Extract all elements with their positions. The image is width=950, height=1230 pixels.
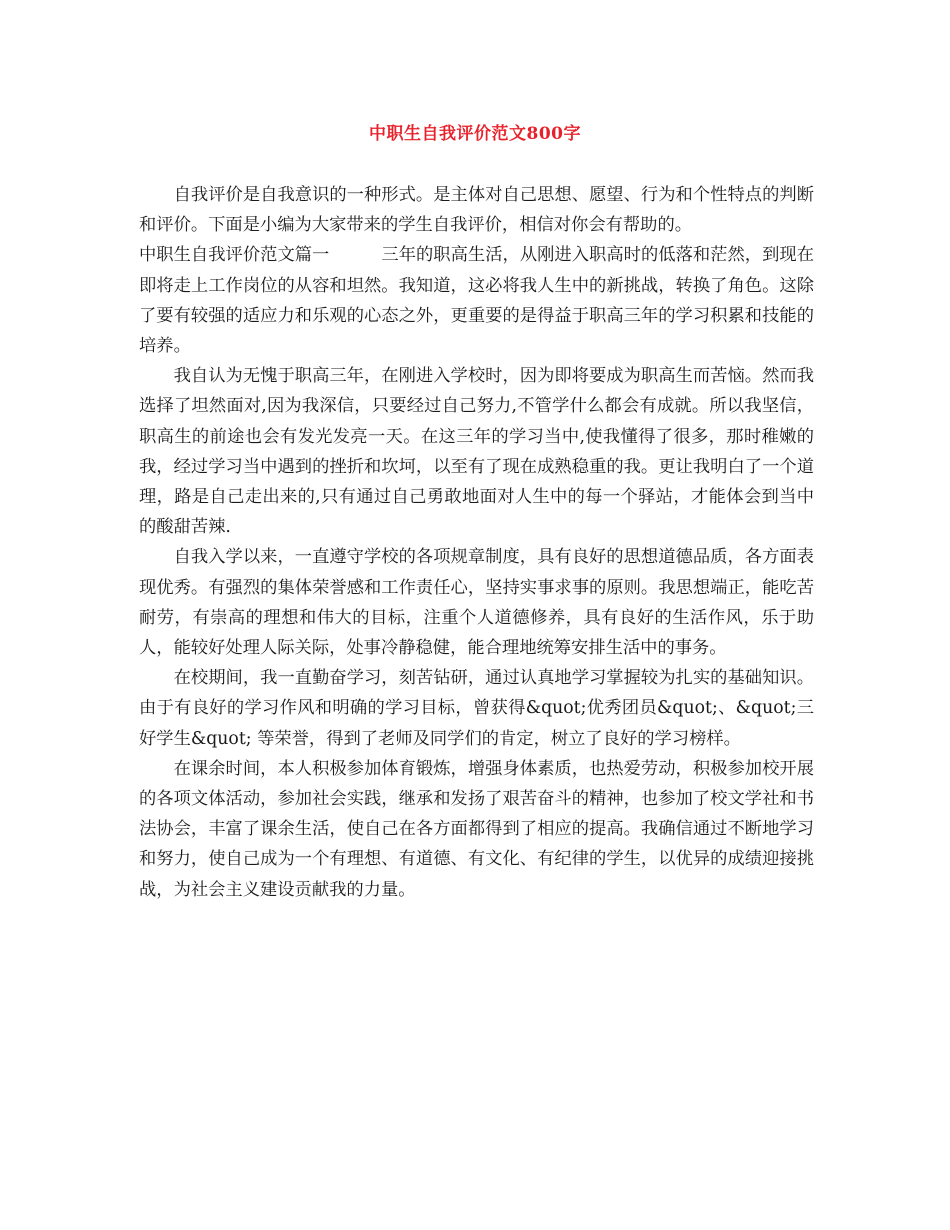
- intro-paragraph: 自我评价是自我意识的一种形式。是主体对自己思想、愿望、行为和个性特点的判断和评价。下面是小编为大家带来的学生自我评价，相信对你会有帮助的。: [139, 185, 814, 236]
- section-heading: 中职生自我评价范文篇一: [139, 245, 330, 266]
- section-first-text: 三年的职高生活，从刚进入职高时的低落和茫然，到现在即将走上工作岗位的从容和坦然。我知道，这必将我人生中的新挑战，转换了角色。这除了要有较强的适应力和乐观的心态之外，更重要的是得益于职高三年的学习积累和技能的培养。: [139, 245, 814, 357]
- body-paragraph: 自我入学以来，一直遵守学校的各项规章制度，具有良好的思想道德品质，各方面表现优秀。有强烈的集体荣誉感和工作责任心，坚持实事求事的原则。我思想端正，能吃苦耐劳，有崇高的理想和伟大的目标，注重个人道德修养，具有良好的生活作风，乐于助人，能较好处理人际关际，处事冷静稳健，能合理地统筹安排生活中的事务。: [139, 547, 814, 659]
- document-title: 中职生自我评价范文800字: [369, 124, 581, 144]
- document-body: [139, 180, 814, 905]
- section-paragraph: [139, 240, 814, 361]
- body-paragraph: 在课余时间，本人积极参加体育锻炼，增强身体素质，也热爱劳动，积极参加校开展的各项文体活动，参加社会实践，继承和发扬了艰苦奋斗的精神，也参加了校文学社和书法协会，丰富了课余生活，使自己在各方面都得到了相应的提高。我确信通过不断地学习和努力，使自己成为一个有理想、有道德、有文化、有纪律的学生，以优异的成绩迎接挑战，为社会主义建设贡献我的力量。: [139, 758, 814, 900]
- body-paragraph: 在校期间，我一直勤奋学习，刻苦钻研，通过认真地学习掌握较为扎实的基础知识。由于有良好的学习作风和明确的学习目标，曾获得&quot;优秀团员&quot;、&quot;三好学生&quot; 等荣誉，得到了老师及同学们的肯定，树立了良好的学习榜样。: [139, 668, 814, 749]
- body-paragraph: 我自认为无愧于职高三年，在刚进入学校时，因为即将要成为职高生而苦恼。然而我选择了坦然面对,因为我深信，只要经过自己努力,不管学什么都会有成就。所以我坚信，职高生的前途也会有发光发亮一天。在这三年的学习当中,使我懂得了很多，那时稚嫩的我，经过学习当中遇到的挫折和坎坷，以至有了现在成熟稳重的我。更让我明白了一个道理，路是自己走出来的,只有通过自己勇敢地面对人生中的每一个驿站，才能体会到当中的酸甜苦辣.: [139, 366, 814, 538]
